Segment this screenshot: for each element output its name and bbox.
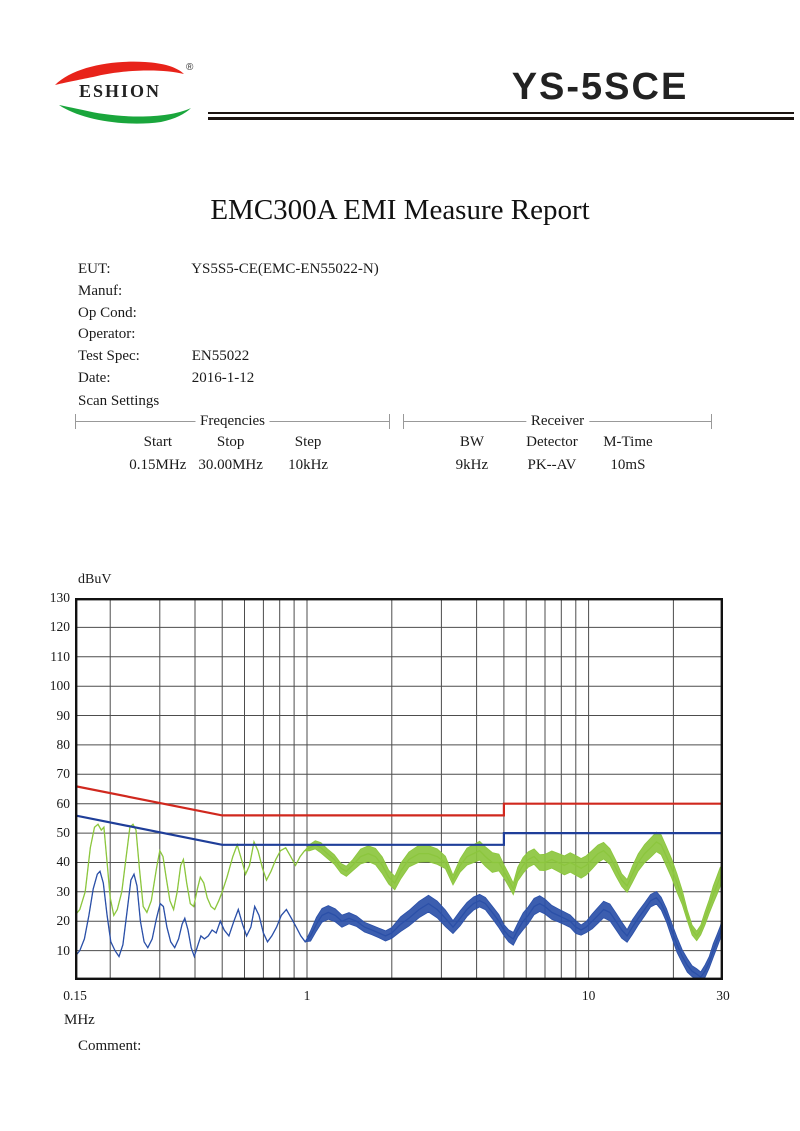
x-axis-unit-label: MHz [64,1012,95,1028]
field-label: EUT: [78,261,111,277]
group-title: Receiver [526,413,589,430]
field-value: 2016-1-12 [191,369,255,386]
comment-label: Comment: [78,1038,142,1054]
column-label: Step [294,434,322,450]
column-value: 30.00MHz [198,457,263,473]
column-value: 10mS [610,457,646,473]
field-value: YS5S5-CE(EMC-EN55022-N) [191,261,379,277]
y-tick-label: 90 [56,707,70,723]
field-label: Test Spec: [78,348,140,365]
x-tick-label: 1 [303,988,311,1003]
y-tick-label: 40 [56,854,70,870]
field-label: Date: [78,369,111,386]
column-value: PK--AV [527,457,577,473]
registered-trademark-icon: ® [186,62,194,73]
field-label: Op Cond: [78,304,137,321]
field-value: EN55022 [191,348,250,365]
field-label: Manuf: [78,282,123,299]
y-tick-label: 120 [49,619,70,635]
y-tick-label: 60 [56,795,70,811]
column-label: Stop [216,434,245,450]
x-tick-label: 10 [581,988,596,1003]
logo-text: ESHION [79,81,162,101]
y-tick-label: 70 [56,766,70,782]
column-label: M-Time [603,434,653,450]
column-value: 10kHz [288,457,329,473]
model-number: YS-5SCE [511,66,689,108]
y-axis-unit-label: dBuV [78,572,112,587]
y-tick-label: 30 [56,883,70,899]
column-label: BW [459,434,484,450]
column-value: 0.15MHz [129,457,187,473]
y-tick-label: 50 [56,825,70,841]
column-label: Detector [526,434,578,450]
y-tick-label: 100 [49,678,70,694]
column-value: 9kHz [455,457,489,473]
x-tick-label: 30 [716,988,730,1003]
column-label: Start [143,434,173,450]
y-tick-label: 10 [56,942,70,958]
y-tick-label: 80 [56,736,70,752]
group-title: Freqencies [195,413,270,430]
page-title: EMC300A EMI Measure Report [210,194,590,226]
y-tick-label: 20 [56,913,70,929]
field-label: Operator: [78,326,136,343]
scan-settings-heading: Scan Settings [78,393,160,409]
y-tick-label: 130 [49,590,70,605]
y-tick-label: 110 [50,648,70,664]
x-tick-label: 0.15 [63,988,87,1003]
